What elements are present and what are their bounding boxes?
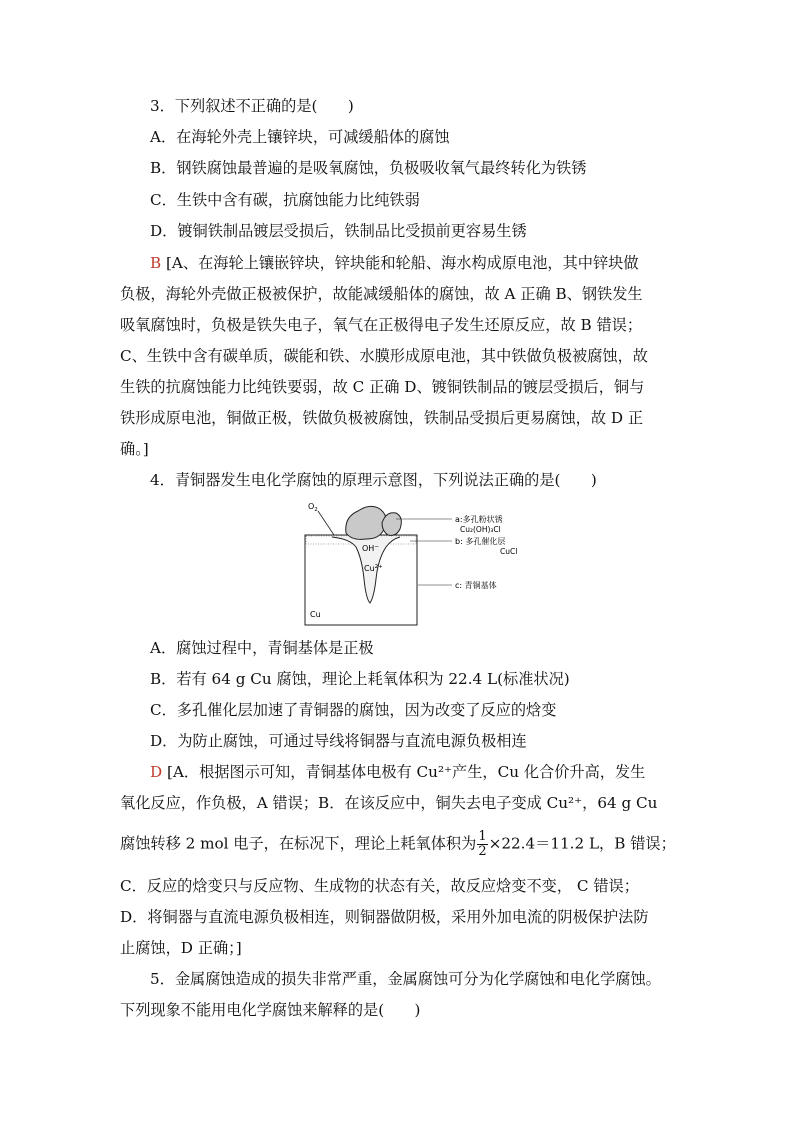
q3-explanation-line-6: 铁形成原电池，铜做正极，铁做负极被腐蚀，铁制品受损后更易腐蚀，故 D 正 bbox=[120, 409, 644, 427]
rust-clump-large bbox=[346, 506, 387, 539]
bronze-corrosion-diagram bbox=[300, 499, 540, 631]
q3-explanation-line-4: C、生铁中含有碳单质，碳能和铁、水膜形成原电池，其中铁做负极被腐蚀，故 bbox=[120, 347, 648, 365]
q4-explanation-line-1: D [A．根据图示可知，青铜基体电极有 Cu²⁺产生，Cu 化合价升高，发生 bbox=[150, 763, 646, 781]
one-half-fraction: $\frac{1}{2}$ bbox=[478, 829, 487, 859]
q3-option-a: A．在海轮外壳上镶锌块，可减缓船体的腐蚀 bbox=[150, 128, 450, 146]
q4-explanation-line-4: C．反应的焓变只与反应物、生成物的状态有关，故反应焓变不变， C 错误； bbox=[120, 877, 639, 895]
q4-stem: 4．青铜器发生电化学腐蚀的原理示意图，下列说法正确的是( ) bbox=[150, 471, 597, 489]
o2-label: $O_2$ bbox=[308, 502, 318, 513]
q4-option-d: D．为防止腐蚀，可通过导线将铜器与直流电源负极相连 bbox=[150, 732, 527, 750]
q3-explanation-line-7: 确。] bbox=[120, 440, 149, 458]
cu-label: Cu bbox=[310, 610, 321, 619]
cu2-ion-label: $Cu^{2+}$ bbox=[364, 564, 383, 573]
q3-option-c: C．生铁中含有碳，抗腐蚀能力比纯铁弱 bbox=[150, 191, 420, 209]
hydroxide-label: OH− bbox=[362, 544, 379, 553]
q4-explanation-line-5: D．将铜器与直流电源负极相连，则铜器做阴极，采用外加电流的阴极保护法防 bbox=[120, 908, 649, 926]
label-c: c: 青铜基体 bbox=[455, 581, 497, 590]
q3-stem: 3．下列叙述不正确的是( ) bbox=[150, 97, 354, 115]
q4-explanation-line-6: 止腐蚀，D 正确；] bbox=[120, 939, 242, 957]
q3-explanation-line-5: 生铁的抗腐蚀能力比纯铁要弱，故 C 正确 D、镀铜铁制品的镀层受损后，铜与 bbox=[120, 378, 645, 396]
q5-stem-line-1: 5．金属腐蚀造成的损失非常严重，金属腐蚀可分为化学腐蚀和电化学腐蚀。 bbox=[150, 970, 661, 988]
q3-explanation-line-2: 负极，海轮外壳做正极被保护，故能减缓船体的腐蚀，故 A 正确 B、钢铁发生 bbox=[120, 285, 643, 303]
o2-arrow bbox=[318, 511, 334, 535]
q3-explanation-line-1: B [A、在海轮上镶嵌锌块，锌块能和轮船、海水构成原电池，其中锌块做 bbox=[150, 254, 639, 272]
q3-option-d: D．镀铜铁制品镀层受损后，铁制品比受损前更容易生锈 bbox=[150, 222, 527, 240]
label-a-line-1: a:多孔粉状锈 bbox=[455, 515, 503, 524]
label-b-line-2: CuCl bbox=[500, 547, 518, 556]
q3-explanation-line-3: 吸氧腐蚀时，负极是铁失电子，氧气在正极得电子发生还原反应，故 B 错误； bbox=[120, 316, 643, 334]
q4-option-c: C．多孔催化层加速了青铜器的腐蚀，因为改变了反应的焓变 bbox=[150, 701, 557, 719]
q4-option-a: A．腐蚀过程中，青铜基体是正极 bbox=[150, 639, 374, 657]
label-a-line-2: Cu₂(OH)₃Cl bbox=[460, 525, 501, 534]
q4-explanation-line-3: 腐蚀转移 2 mol 电子，在标况下，理论上耗氧体积为 $\frac{1}{2}$ ×22.4＝11.2 L，B 错误； bbox=[120, 829, 676, 859]
q3-option-b: B．钢铁腐蚀最普遍的是吸氧腐蚀，负极吸收氧气最终转化为铁锈 bbox=[150, 159, 587, 177]
q4-answer-letter: D bbox=[150, 763, 163, 781]
label-b-line-1: b: 多孔催化层 bbox=[455, 537, 506, 546]
q4-option-b: B．若有 64 g Cu 腐蚀，理论上耗氧体积为 22.4 L(标准状况) bbox=[150, 670, 570, 688]
q5-stem-line-2: 下列现象不能用电化学腐蚀来解释的是( ) bbox=[120, 1001, 421, 1019]
q3-answer-letter: B bbox=[150, 254, 162, 272]
q4-explanation-line-2: 氧化反应，作负极，A 错误；B．在该反应中，铜失去电子变成 Cu²⁺，64 g Cu bbox=[120, 794, 658, 812]
